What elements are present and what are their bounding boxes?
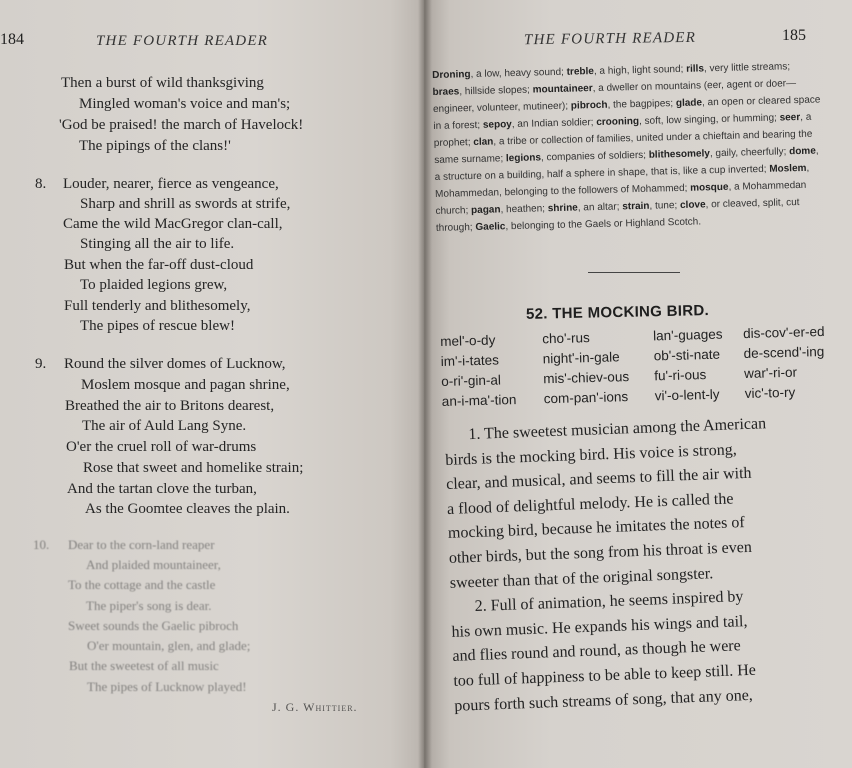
word-entry: o-ri'-gin-al [441,372,502,389]
glossary-definition: , an open or cleared space in a forest; [433,94,821,132]
glossary-entry [548,201,623,214]
poem-line: Sharp and shrill as swords at strife, [80,196,291,212]
stanza-number: 9. [35,356,47,372]
glossary-definition: , the bagpipes; [607,98,677,111]
word-column [653,325,724,407]
glossary-definition: , a structure on a building, half a sphere in shape, that is, like a cup inverted; [434,145,819,183]
poem-line: Rose that sweet and homelike strain; [83,460,304,476]
poem-author: J. G. Whittier. [272,700,358,714]
book-gutter [418,0,432,768]
glossary-term: blithesomely [648,148,711,161]
poem-line: Full tenderly and blithesomely, [64,298,251,314]
word-entry: ob'-sti-nate [653,346,721,364]
prose-line: mocking bird, because he imitates the notes of [447,514,745,543]
word-column [542,327,630,409]
glossary-entry [686,61,790,75]
poem-line: To plaided legions grew, [80,277,228,293]
glossary-definition: , gaily, cheerfully; [709,146,790,160]
word-entry: an-i-ma'-tion [441,392,517,409]
section-divider [588,272,680,273]
glossary-definition: , a low, heavy sound; [470,66,567,81]
word-entry: com-pan'-ions [543,389,629,407]
poem-line: O'er the cruel roll of war-drums [66,439,257,455]
poem-line: The piper's song is dear. [86,598,212,613]
prose-line: clear, and musical, and seems to fill the air with [445,464,752,494]
glossary-definition: , soft, low singing, or humming; [638,112,780,127]
glossary-definition: , an Indian soldier; [511,117,597,131]
glossary-entry [506,150,649,164]
poem-line: Came the wild MacGregor clan-call, [63,216,283,232]
glossary-definition: , a tribe or collection of families, united under a chieftain and bearing the same surname; [434,128,813,166]
prose-line: other birds, but the song from his throat is even [448,538,753,567]
glossary-entry [483,117,597,131]
poem-line: But when the far-off dust-cloud [64,257,254,273]
word-column [743,322,826,404]
glossary-entry [432,85,532,98]
lesson-body [444,410,841,719]
glossary-term: clove [679,199,706,211]
prose-line: his own music. He expands his wings and tail, [451,612,748,641]
poem-line: But the sweetest of all music [69,658,219,673]
glossary-term: sepoy [482,119,512,131]
prose-line: too full of happiness to be able to keep still. He [453,661,757,690]
prose-line: 2. Full of animation, he seems inspired by [474,588,744,616]
glossary-definition: , Mohammedan, belonging to the followers of Mohammed; [434,162,810,200]
poem-line: The pipes of Lucknow played! [87,679,247,694]
poem-line: Breathed the air to Britons dearest, [65,398,275,414]
glossary-definition: , or cleaved, split, cut through; [435,197,800,234]
glossary-term: rills [686,63,705,75]
glossary-definition: , a Mohammedan church; [435,179,807,217]
word-entry: fu'-ri-ous [654,367,707,384]
prose-line: pours forth such streams of song, that any one, [454,686,754,715]
glossary-term: strain [622,200,650,213]
poem-line: Moslem mosque and pagan shrine, [81,377,290,393]
prose-line: sweeter than that of the original songster. [449,564,714,592]
glossary-entry [596,113,780,128]
glossary-definition: , heathen; [500,203,548,216]
glossary-definition: , a high, light sound; [593,63,687,78]
glossary-term: Droning [432,69,471,81]
glossary-term: legions [505,152,542,165]
left-page-number: 184 [0,31,24,48]
glossary-term: glade [675,97,703,110]
prose-line: a flood of delightful melody. He is called the [446,490,734,518]
word-entry: night'-in-gale [542,349,620,367]
stanza-number: 8. [35,176,47,192]
glossary-definition: , companies of soldiers; [540,149,649,164]
poem-line: As the Goomtee cleaves the plain. [85,501,290,517]
glossary-definition: , an altar; [577,201,623,214]
poem-line: To the cottage and the castle [68,577,216,592]
stanza-number: 10. [33,537,50,552]
glossary-definition: , a dweller on mountains (eer, agent or doer—engineer, volunteer, mutineer); [432,78,797,115]
glossary-term: braes [432,86,460,98]
word-entry: dis-cov'-er-ed [742,323,825,342]
glossary-term: Gaelic [475,221,506,233]
word-entry: vic'-to-ry [744,384,796,402]
glossary-term: Moslem [769,162,807,175]
lesson-title: 52. THE MOCKING BIRD. [525,302,710,323]
glossary-term: pibroch [570,99,608,112]
glossary-entry [571,98,676,112]
glossary-term: pagan [470,204,501,217]
poem-line: Round the silver domes of Lucknow, [64,356,286,372]
poem-line: O'er mountain, glen, and glade; [87,638,251,653]
word-entry: im'-i-tates [440,352,500,369]
glossary-term: dome [789,145,816,158]
right-page-number: 185 [782,27,806,44]
left-page [0,0,424,768]
word-entry: war'-ri-or [743,364,798,382]
poem-line: Stinging all the air to life. [80,236,235,252]
glossary-definition: , hillside slopes; [459,84,533,98]
glossary-term: treble [566,66,595,78]
glossary-definition: , tune; [649,199,681,212]
prose-line: 1. The sweetest musician among the American [468,415,767,444]
glossary-term: mosque [690,181,729,194]
poem-line: And the tartan clove the turban, [67,481,257,497]
poem-line: The air of Auld Lang Syne. [82,418,247,434]
glossary-term: clan [473,136,494,149]
right-running-head: THE FOURTH READER [523,29,697,49]
poem-line: The pipings of the clans!' [79,138,231,154]
left-running-head: THE FOURTH READER [96,33,269,49]
poem-line: Then a burst of wild thanksgiving [61,75,264,91]
glossary-definition: , belonging to the Gaels or Highland Scotch. [505,216,702,233]
poem-line: Louder, nearer, fierce as vengeance, [63,176,279,192]
glossary-entry [567,64,687,78]
prose-line: birds is the mocking bird. His voice is strong, [445,440,737,469]
vocabulary-glossary [432,58,824,237]
prose-line: and flies round and round, as though he were [452,637,742,666]
glossary-definition: , a prophet; [433,111,812,149]
glossary-term: seer [779,112,801,124]
glossary-definition: , very little streams; [703,61,791,75]
poem-line: Dear to the corn-land reaper [68,537,215,552]
poem-line: Sweet sounds the Gaelic pibroch [68,618,239,633]
poem-line: The pipes of rescue blew! [80,318,235,334]
word-column [440,330,517,412]
word-entry: vi'-o-lent-ly [654,386,720,404]
glossary-term: mountaineer [532,83,593,96]
word-entry: mel'-o-dy [440,332,496,349]
glossary-entry [649,146,790,160]
glossary-term: crooning [596,115,640,129]
word-entry: de-scend'-ing [743,343,825,362]
glossary-entry [471,203,548,216]
poem-line: And plaided mountaineer, [86,557,221,572]
word-entry: lan'-guages [652,326,723,344]
glossary-term: shrine [547,202,578,215]
glossary-entry [432,67,567,81]
poem-line: 'God be praised! the march of Havelock! [59,117,304,133]
glossary-entry [622,200,680,212]
glossary-entry [475,216,701,233]
word-entry: mis'-chiev-ous [543,369,630,387]
word-entry: cho'-rus [542,330,590,347]
poem-line: Mingled woman's voice and man's; [79,96,291,112]
